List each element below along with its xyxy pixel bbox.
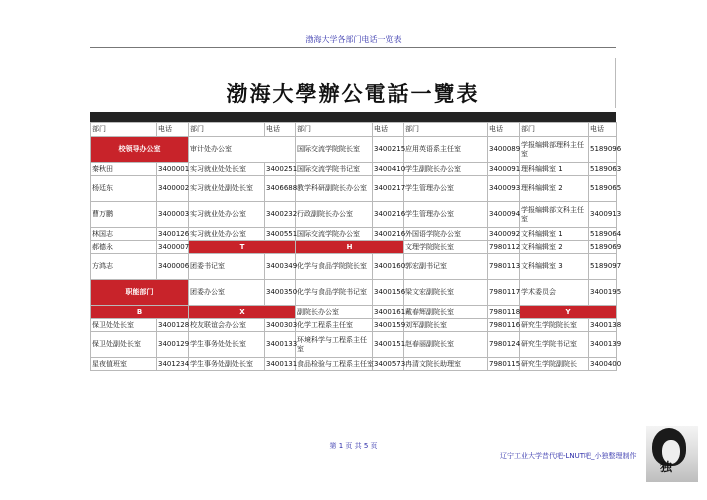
- table-cell: 3400195: [589, 280, 617, 306]
- table-cell: 3400573: [373, 358, 404, 371]
- table-cell: 3400089: [488, 137, 520, 163]
- section-letter-cell: B: [91, 306, 189, 319]
- table-cell: 5189064: [589, 228, 617, 241]
- table-cell: 5189065: [589, 176, 617, 202]
- column-header: 电话: [373, 123, 404, 137]
- table-row: [91, 332, 617, 358]
- table-cell: 3400001: [157, 163, 189, 176]
- table-cell: 3400151: [373, 332, 404, 358]
- table-cell: 理科编辑室 2: [520, 176, 589, 202]
- header-title: 渤海大学各部门电话一览表: [305, 35, 402, 44]
- table-cell: 3400400: [589, 358, 617, 371]
- table-cell: 3400094: [488, 202, 520, 228]
- table-cell: 5189097: [589, 254, 617, 280]
- table-cell: 教学科研副院长办公室: [296, 176, 373, 202]
- table-cell: 学生事务处处长室: [189, 332, 265, 358]
- table-cell: 学报编辑部理科主任室: [520, 137, 589, 163]
- table-cell: 3400007: [157, 241, 189, 254]
- table-cell: 戴春辉副院长室: [404, 306, 488, 319]
- table-cell: 曹万鹏: [91, 202, 157, 228]
- table-cell: 刘军副院长室: [404, 319, 488, 332]
- table-row: [91, 358, 617, 371]
- table-cell: 保卫处副处长室: [91, 332, 157, 358]
- table-cell: 学生副院长办公室: [404, 163, 488, 176]
- section-header-cell: 职能部门: [91, 280, 189, 306]
- table-cell: 团委书记室: [189, 254, 265, 280]
- table-cell: 3400128: [157, 319, 189, 332]
- table-cell: 应用英语系主任室: [404, 137, 488, 163]
- table-row: [91, 280, 617, 306]
- page-title: 渤海大學辦公電話一覽表: [226, 81, 480, 106]
- table-cell: 赵春丽副院长室: [404, 332, 488, 358]
- table-cell: 秦秋田: [91, 163, 157, 176]
- table-cell: 3400215: [373, 137, 404, 163]
- table-cell: 7980124: [488, 332, 520, 358]
- table-cell: 星夜值班室: [91, 358, 157, 371]
- table-cell: 3400126: [157, 228, 189, 241]
- table-cell: 7980117: [488, 280, 520, 306]
- table-cell: 3400349: [265, 254, 296, 280]
- table-cell: 学生事务处副处长室: [189, 358, 265, 371]
- table-cell: 学术委员会: [520, 280, 589, 306]
- table-row: [91, 228, 617, 241]
- table-row: [91, 306, 617, 319]
- table-cell: 3400129: [157, 332, 189, 358]
- table-cell: 3400913: [589, 202, 617, 228]
- table-cell: 国际交流学院办公室: [296, 228, 373, 241]
- table-cell: 实习就业处副处长室: [189, 176, 265, 202]
- table-cell: 3400251: [265, 163, 296, 176]
- table-cell: 7980113: [488, 254, 520, 280]
- table-top-bar: [90, 112, 616, 122]
- table-cell: 3400002: [157, 176, 189, 202]
- table-cell: 3400091: [488, 163, 520, 176]
- table-cell: 3400551: [265, 228, 296, 241]
- table-row: [91, 137, 617, 163]
- avatar-calligraphy: 独: [660, 460, 673, 474]
- table-cell: 3400139: [589, 332, 617, 358]
- table-cell: 行政副院长办公室: [296, 202, 373, 228]
- section-letter-cell: T: [189, 241, 296, 254]
- table-cell: 3400410: [373, 163, 404, 176]
- table-row: [91, 163, 617, 176]
- table-cell: 研究生学院院长室: [520, 319, 589, 332]
- table-cell: 校友联谊会办公室: [189, 319, 265, 332]
- header-divider: [90, 47, 616, 48]
- table-cell: 3400159: [373, 319, 404, 332]
- table-cell: 实习就业处处长室: [189, 163, 265, 176]
- table-cell: 3400216: [373, 202, 404, 228]
- section-letter-cell: X: [189, 306, 296, 319]
- table-cell: 3400092: [488, 228, 520, 241]
- table-cell: 7980118: [488, 306, 520, 319]
- column-header: 电话: [589, 123, 617, 137]
- table-cell: 3400133: [265, 332, 296, 358]
- table-cell: 5189063: [589, 163, 617, 176]
- column-header: 电话: [265, 123, 296, 137]
- phone-directory-table: [90, 122, 622, 371]
- table-cell: 实习就业处办公室: [189, 228, 265, 241]
- table-cell: 团委办公室: [189, 280, 265, 306]
- table-cell: 杨廷东: [91, 176, 157, 202]
- table-cell: 环境科学与工程系主任室: [296, 332, 373, 358]
- section-header-cell: 校领导办公室: [91, 137, 189, 163]
- table-row: [91, 254, 617, 280]
- table-cell: 3400216: [373, 228, 404, 241]
- column-header: 电话: [157, 123, 189, 137]
- table-cell: 副院长办公室: [296, 306, 373, 319]
- table-cell: 郭宏副书记室: [404, 254, 488, 280]
- table-cell: 3400006: [157, 254, 189, 280]
- table-cell: 7980116: [488, 319, 520, 332]
- section-letter-cell: Y: [520, 306, 617, 319]
- table-cell: 化学工程系主任室: [296, 319, 373, 332]
- table-cell: 3400161: [373, 306, 404, 319]
- table-header-row: [91, 123, 617, 137]
- table-cell: 3400093: [488, 176, 520, 202]
- table-cell: 食品检验与工程系主任室: [296, 358, 373, 371]
- column-header: 部门: [296, 123, 373, 137]
- table-cell: 化学与食品学院院长室: [296, 254, 373, 280]
- table-cell: 郝德永: [91, 241, 157, 254]
- table-cell: 3400156: [373, 280, 404, 306]
- column-header: 电话: [488, 123, 520, 137]
- credit-link[interactable]: 辽宁工业大学昔代吧-LNUT吧_小独整理制作: [500, 452, 637, 460]
- table-cell: 7980112: [488, 241, 520, 254]
- table-cell: 3400217: [373, 176, 404, 202]
- column-header: 部门: [189, 123, 265, 137]
- table-cell: 3400350: [265, 280, 296, 306]
- table-cell: 外国语学院办公室: [404, 228, 488, 241]
- table-row: [91, 319, 617, 332]
- table-cell: 文科编辑室 1: [520, 228, 589, 241]
- table-cell: 冉清文院长助理室: [404, 358, 488, 371]
- title-frame-edge: [615, 58, 616, 108]
- table-cell: 5189069: [589, 241, 617, 254]
- table-cell: 文科编辑室 2: [520, 241, 589, 254]
- table-cell: 3400303: [265, 319, 296, 332]
- column-header: 部门: [404, 123, 488, 137]
- table-cell: 审计处办公室: [189, 137, 296, 163]
- table-cell: 化学与食品学院书记室: [296, 280, 373, 306]
- table-cell: 3400138: [589, 319, 617, 332]
- page-number: 第 1 页 共 5 页: [329, 442, 378, 450]
- column-header: 部门: [520, 123, 589, 137]
- column-header: 部门: [91, 123, 157, 137]
- table-row: [91, 176, 617, 202]
- table-cell: 3406688: [265, 176, 296, 202]
- table-cell: 研究生学院副院长: [520, 358, 589, 371]
- table-cell: 3400232: [265, 202, 296, 228]
- table-cell: 理科编辑室 1: [520, 163, 589, 176]
- table-cell: 国际交流学院书记室: [296, 163, 373, 176]
- table-cell: 3400160: [373, 254, 404, 280]
- table-cell: 研究生学院书记室: [520, 332, 589, 358]
- table-cell: 保卫处处长室: [91, 319, 157, 332]
- table-cell: 梁文宏副院长室: [404, 280, 488, 306]
- table-cell: 3400003: [157, 202, 189, 228]
- table-cell: 5189096: [589, 137, 617, 163]
- table-cell: 3400131: [265, 358, 296, 371]
- section-letter-cell: H: [296, 241, 404, 254]
- table-cell: 国际交流学院院长室: [296, 137, 373, 163]
- table-cell: 林国志: [91, 228, 157, 241]
- table-row: [91, 241, 617, 254]
- table-cell: 实习就业处办公室: [189, 202, 265, 228]
- table-cell: 学生管理办公室: [404, 202, 488, 228]
- table-cell: 3401234: [157, 358, 189, 371]
- table-row: [91, 202, 617, 228]
- table-cell: 文科编辑室 3: [520, 254, 589, 280]
- table-cell: 学生管理办公室: [404, 176, 488, 202]
- table-cell: 学报编辑部文科主任室: [520, 202, 589, 228]
- table-cell: 7980115: [488, 358, 520, 371]
- table-cell: 文理学院院长室: [404, 241, 488, 254]
- table-cell: 方鸿志: [91, 254, 157, 280]
